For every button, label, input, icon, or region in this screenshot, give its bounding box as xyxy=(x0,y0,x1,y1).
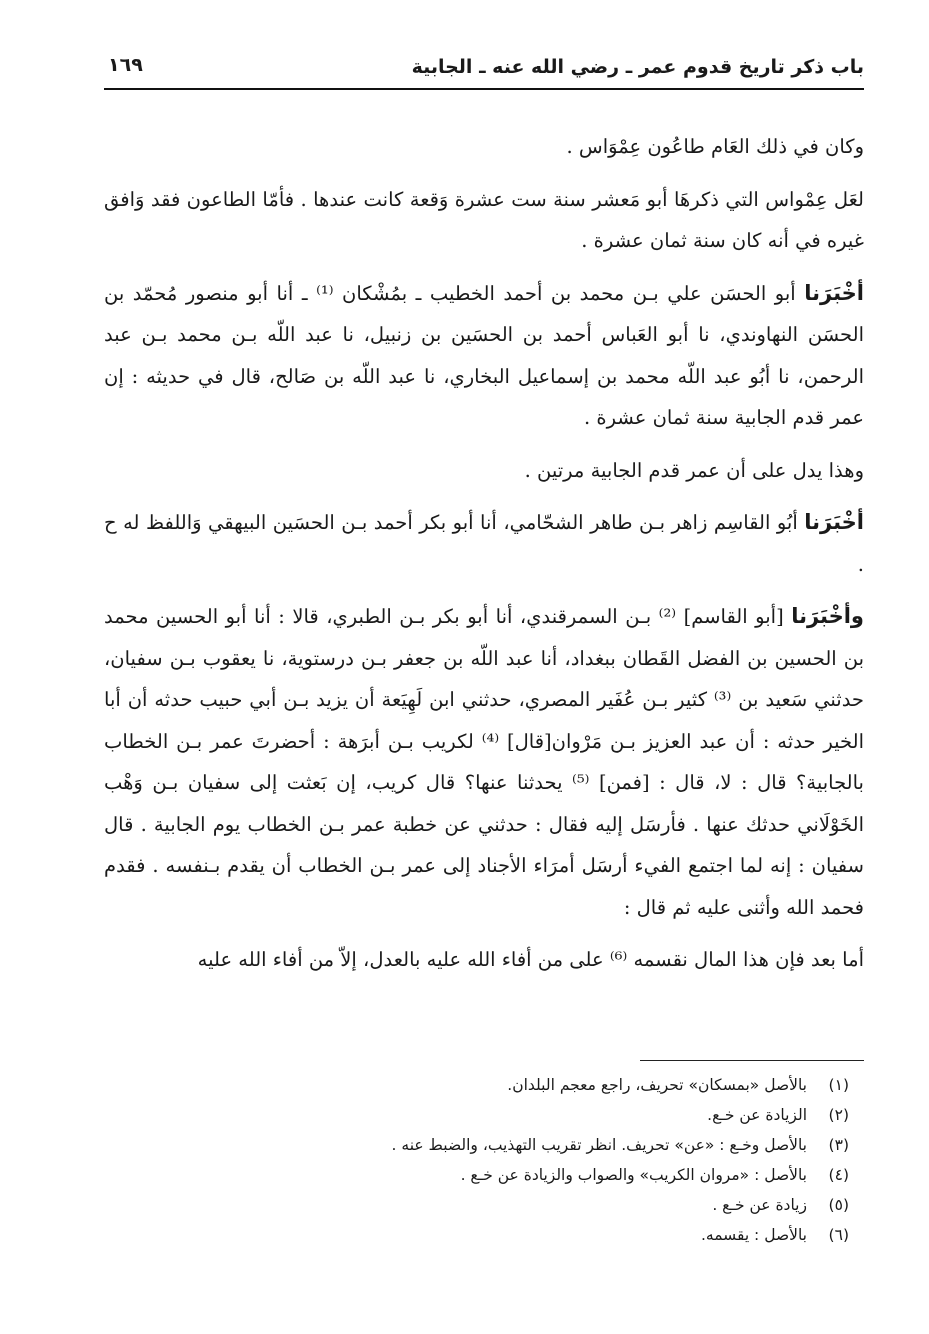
footnote-text: الزيادة عن خـع. xyxy=(707,1106,807,1124)
footnote-1 xyxy=(104,1070,849,1100)
paragraph-5 xyxy=(104,502,864,585)
footnote-number: (١) xyxy=(828,1076,849,1094)
paragraph-1 xyxy=(104,126,864,168)
footnote-text: زيادة عن خـع . xyxy=(712,1196,807,1214)
paragraph-text: [أبو القاسم] ⁽²⁾ بـن السمرقندي، أنا أبو بكر بـن الطبري، قالا : أنا أبو الحسين محمد بن الحسين بن الفضل القَطان ببغداد، أنا عبد اللّه بن جعفر بـن درستوية، نا يعقوب بـن سفيان، حدثني سَعيد بن ⁽³⁾ كثير بـن عُفَير المصري، حدثني ابن لَهِيَعة أن يزيد بـن أبي حبيب حدثه أن أبا الخير حدثه : أن عبد العزيز بـن مَرْوان[قال] ⁽⁴⁾ لكريب بـن أبرَهة : أحضرتَ عمر بـن الخطاب بالجابية؟ قال : لا، قال : [فمن] ⁽⁵⁾ يحدثنا عنها؟ قال كريب، إن بَعثت إلى سفيان بـن وَهْب الخَوْلَاني حدثك عنها . فأرسَل إليه فقال : حدثني عن خطبة عمر بـن الخطاب يوم الجابية . قال سفيان : إنه لما اجتمع الفيء أرسَل أمرَاء الأجناد إلى عمر بـن الخطاب أن يقدم بـنفسه . فقدم فحمد الله وأثنى عليه ثم قال : xyxy=(104,605,864,919)
footnote-4 xyxy=(104,1160,849,1190)
paragraph-3 xyxy=(104,273,864,439)
footnote-number: (٤) xyxy=(828,1166,849,1184)
narration-keyword: أخْبَرَنا xyxy=(804,510,864,534)
footnote-text: بالأصل : يقسمه. xyxy=(700,1226,807,1244)
running-header xyxy=(104,48,864,94)
footnote-separator xyxy=(640,1060,864,1061)
footnotes xyxy=(104,1070,849,1250)
paragraph-7 xyxy=(104,939,864,981)
footnote-text: بالأصل «بمسكان» تحريف، راجع معجم البلدان. xyxy=(507,1076,807,1094)
narration-keyword: وأخْبَرَنا xyxy=(791,604,864,628)
footnote-number: (٥) xyxy=(828,1196,849,1214)
paragraph-text: لعَل عِمْواس التي ذكرهَا أبو مَعشر سنة ست عشرة وَقعة كانت عندها . فأمّا الطاعون فقد وَافق غيره في أنه كان سنة ثمان عشرة . xyxy=(104,187,864,252)
footnote-text: بالأصل وخـع : «عن» تحريف. انظر تقريب التهذيب، والضبط عنه . xyxy=(391,1136,807,1154)
chapter-title: باب ذكر تاريخ قدوم عمر ـ رضي الله عنه ـ الجابية xyxy=(411,56,864,78)
narration-keyword: أخْبَرَنا xyxy=(804,280,864,305)
footnote-3 xyxy=(104,1130,849,1160)
footnote-number: (٦) xyxy=(828,1226,849,1244)
paragraph-text: وهذا يدل على أن عمر قدم الجابية مرتين . xyxy=(524,458,864,482)
footnote-number: (٢) xyxy=(828,1106,849,1124)
footnote-6 xyxy=(104,1220,849,1250)
main-text xyxy=(104,126,864,992)
paragraph-text: وكان في ذلك العَام طاعُون عِمْوَاس . xyxy=(566,135,864,158)
page-number: ١٦٩ xyxy=(108,54,143,76)
paragraph-text: أما بعد فإن هذا المال نقسمه ⁽⁶⁾ على من أفاء الله عليه بالعدل، إلاّ من أفاء الله عليه xyxy=(197,948,864,971)
paragraph-text: أبُو القاسِم زاهر بـن طاهر الشحّامي، أنا أبو بكر أحمد بـن الحسَين البيهقي وَاللفظ له ح . xyxy=(104,511,864,576)
footnote-number: (٣) xyxy=(828,1136,849,1154)
footnote-5 xyxy=(104,1190,849,1220)
paragraph-6 xyxy=(104,596,864,928)
paragraph-text: أبو الحسَن علي بـن محمد بن أحمد الخطيب ـ بمُشْكان ⁽¹⁾ ـ أنا أبو منصور مُحمّد بن الحسَن النهاوندي، نا أبو العَباس أحمد بن الحسَين بن زنبيل، نا عبد اللّه بـن محمد بـن عبد الرحمن، نا أبُو عبد اللّه محمد بن إسماعيل البخاري، نا عبد اللّه بن صَالح، قال في حديثه : إن عمر قدم الجابية سنة ثمان عشرة . xyxy=(104,281,864,429)
paragraph-4 xyxy=(104,450,864,492)
footnote-text: بالأصل : «مروان الكريب» والصواب والزيادة عن خـع . xyxy=(460,1166,807,1184)
header-rule xyxy=(104,88,864,90)
paragraph-2 xyxy=(104,179,864,262)
footnote-2 xyxy=(104,1100,849,1130)
